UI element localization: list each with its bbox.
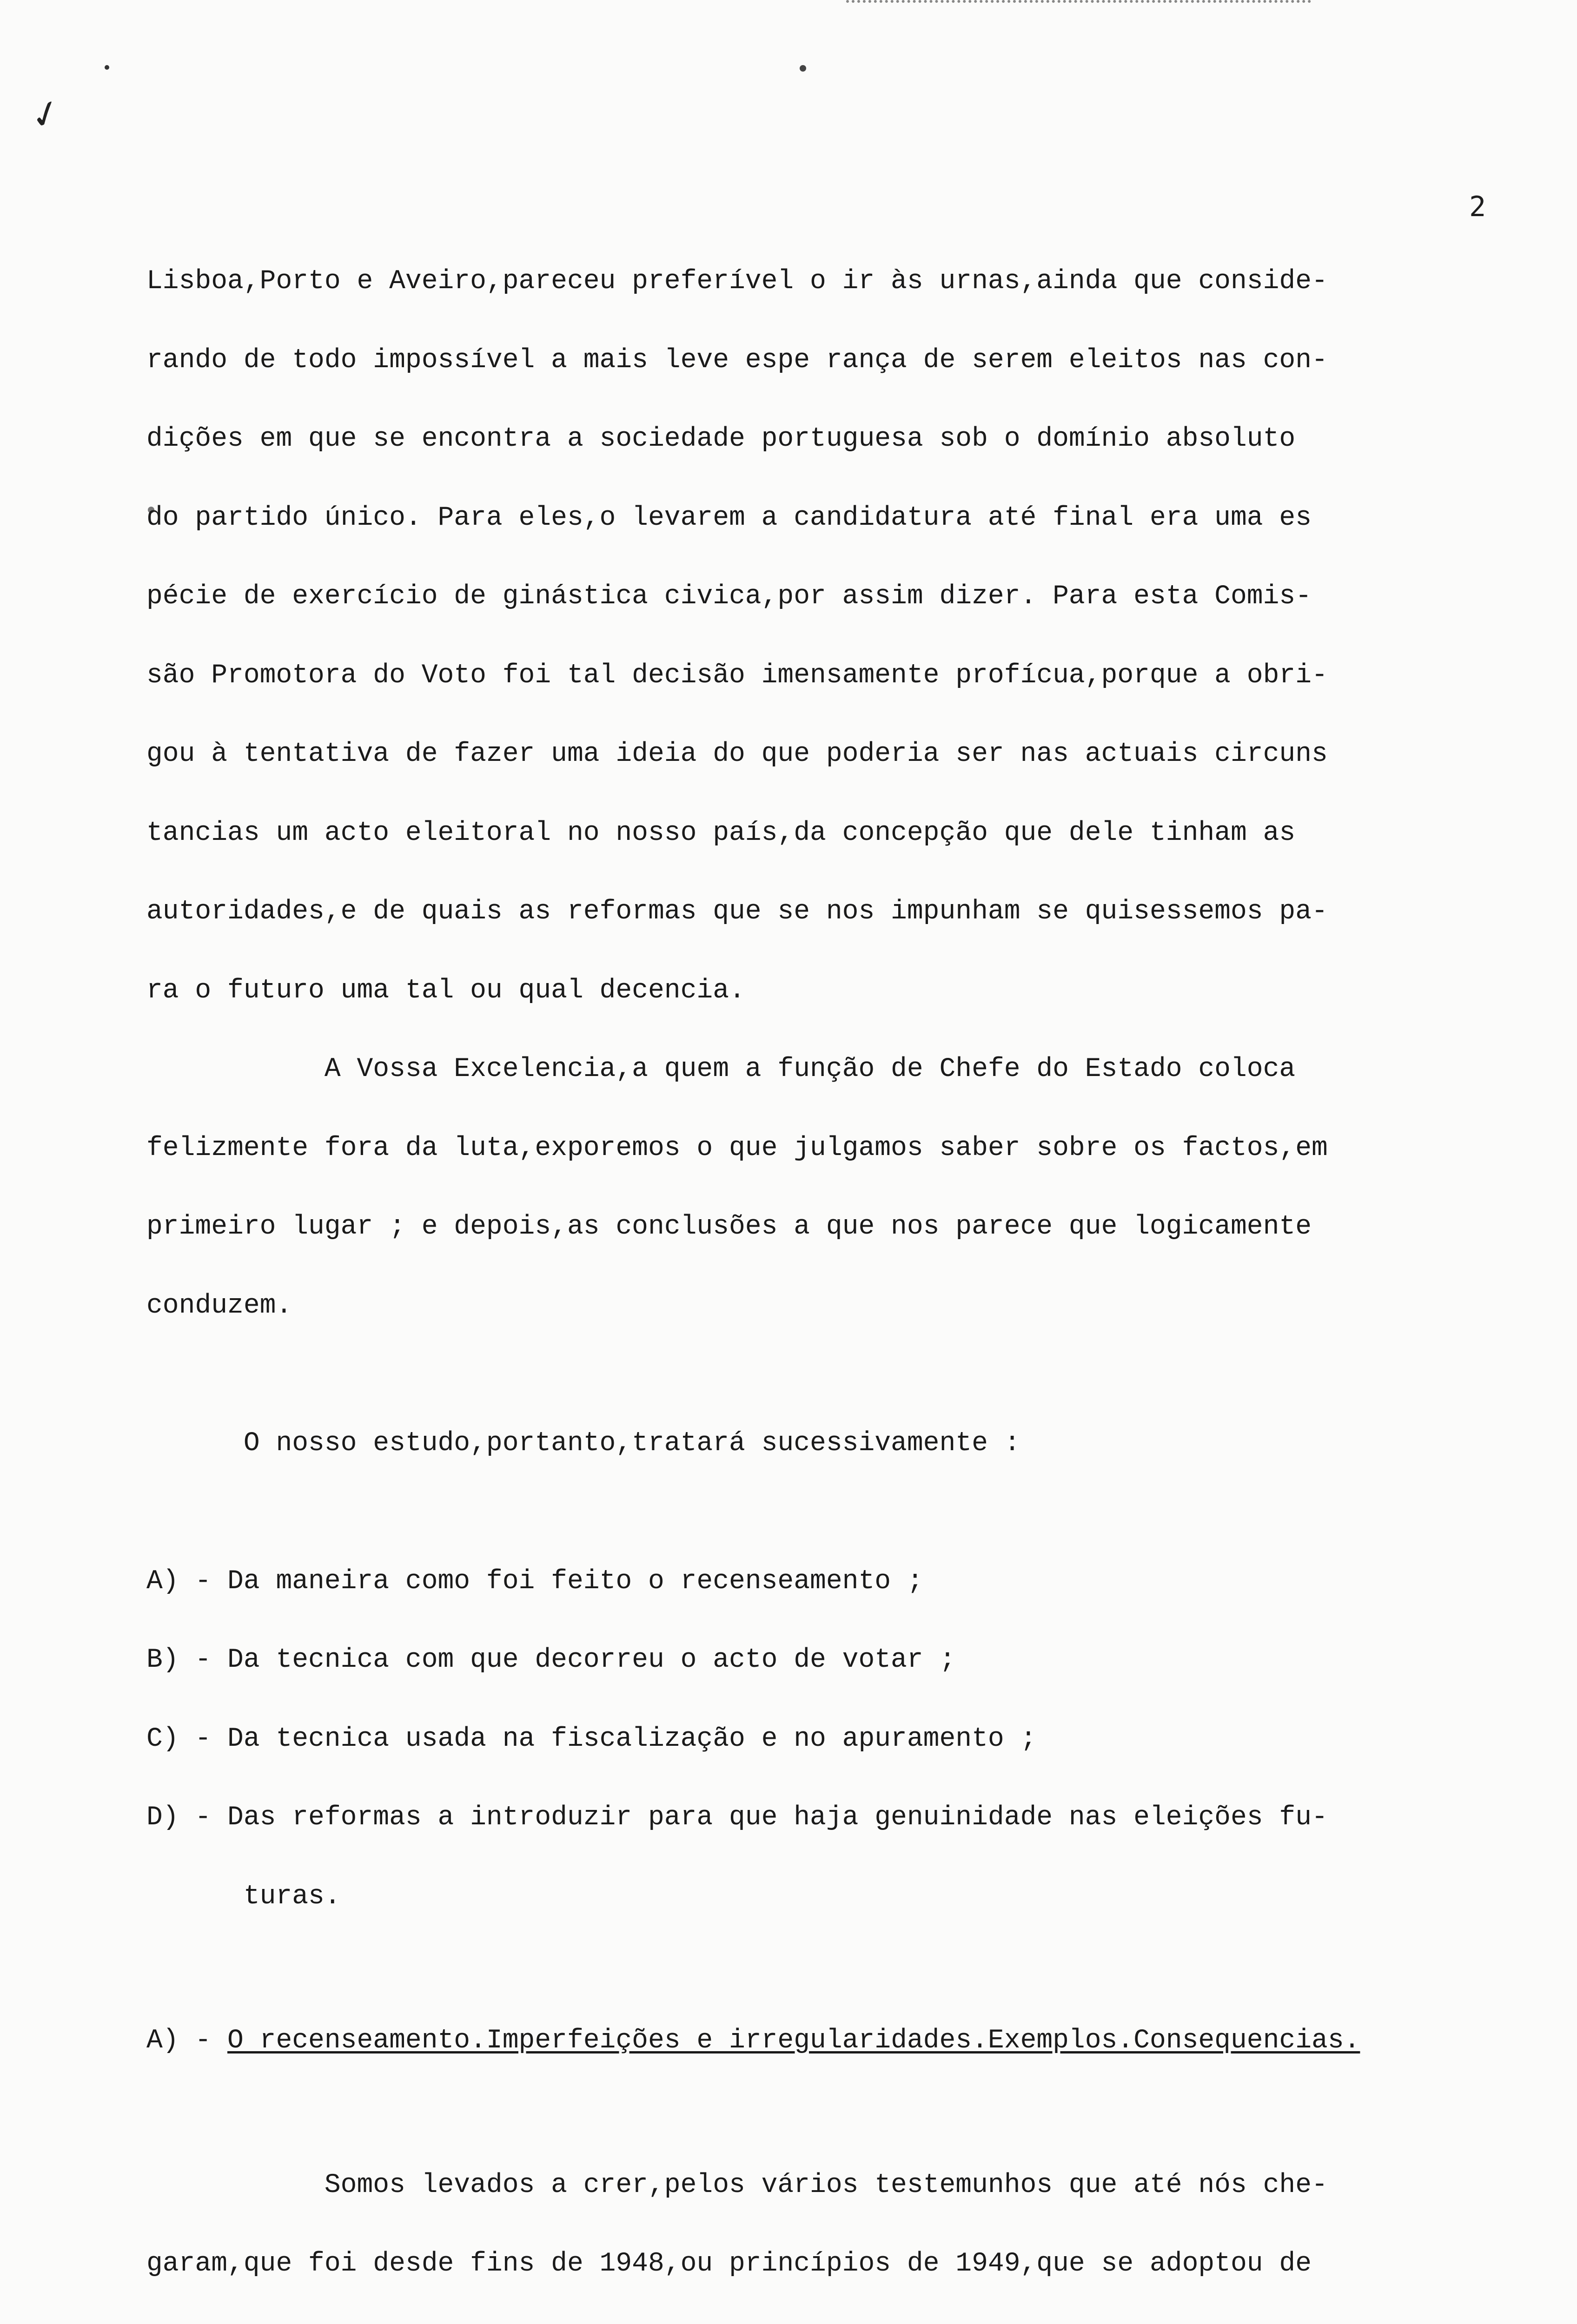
text-line: gou à tentativa de fazer uma ideia do que poderia ser nas actuais circuns <box>146 739 1328 769</box>
list-item-a: A) - Da maneira como foi feito o recenseamento ; <box>146 1566 923 1597</box>
text-line: rando de todo impossível a mais leve espe rança de serem eleitos nas con- <box>146 345 1328 376</box>
text-line: felizmente fora da luta,exporemos o que julgamos saber sobre os factos,em <box>146 1133 1328 1163</box>
list-item-b: B) - Da tecnica com que decorreu o acto de votar ; <box>146 1645 956 1675</box>
text-line: garam,que foi desde fins de 1948,ou princípios de 1949,que se adoptou de <box>146 2249 1312 2279</box>
scan-speck <box>105 65 109 70</box>
section-heading-prefix: A) - <box>146 2026 228 2056</box>
section-heading-title: O recenseamento.Imperfeições e irregularidades.Exemplos.Consequencias. <box>227 2026 1360 2056</box>
text-line: Lisboa,Porto e Aveiro,pareceu preferível o ir às urnas,ainda que conside- <box>146 266 1328 297</box>
text-line: turas. <box>146 1881 341 1912</box>
text-line: tancias um acto eleitoral no nosso país,da concepção que dele tinham as <box>146 818 1296 848</box>
pen-mark-icon: ✓ <box>24 89 67 140</box>
text-line: primeiro lugar ; e depois,as conclusões a que nos parece que logicamente <box>146 1212 1312 1242</box>
text-line: conduzem. <box>146 1290 292 1321</box>
list-item-c: C) - Da tecnica usada na fiscalização e no apuramento ; <box>146 1723 1037 1754</box>
scan-speck <box>800 65 806 72</box>
text-line: ra o futuro uma tal ou qual decencia. <box>146 975 745 1006</box>
text-line: pécie de exercício de ginástica civica,por assim dizer. Para esta Comis- <box>146 581 1312 612</box>
scan-artifact-top <box>846 0 1311 11</box>
section-heading <box>146 2028 1560 2054</box>
text-line: Somos levados a crer,pelos vários testemunhos que até nós che- <box>146 2170 1328 2200</box>
typed-letter-body <box>146 216 1560 2324</box>
text-line: O nosso estudo,portanto,tratará sucessivamente : <box>146 1428 1020 1459</box>
text-line: autoridades,e de quais as reformas que se nos impunham se quisessemos pa- <box>146 897 1328 927</box>
page-number: 2 <box>1469 191 1486 223</box>
list-item-d: D) - Das reformas a introduzir para que haja genuinidade nas eleições fu- <box>146 1802 1328 1833</box>
text-line: do partido único. Para eles,o levarem a candidatura até final era uma es <box>146 502 1312 533</box>
text-line: são Promotora do Voto foi tal decisão imensamente profícua,porque a obri- <box>146 660 1328 691</box>
text-line: dições em que se encontra a sociedade portuguesa sob o domínio absoluto <box>146 424 1296 454</box>
text-line: A Vossa Excelencia,a quem a função de Chefe do Estado coloca <box>146 1054 1296 1084</box>
